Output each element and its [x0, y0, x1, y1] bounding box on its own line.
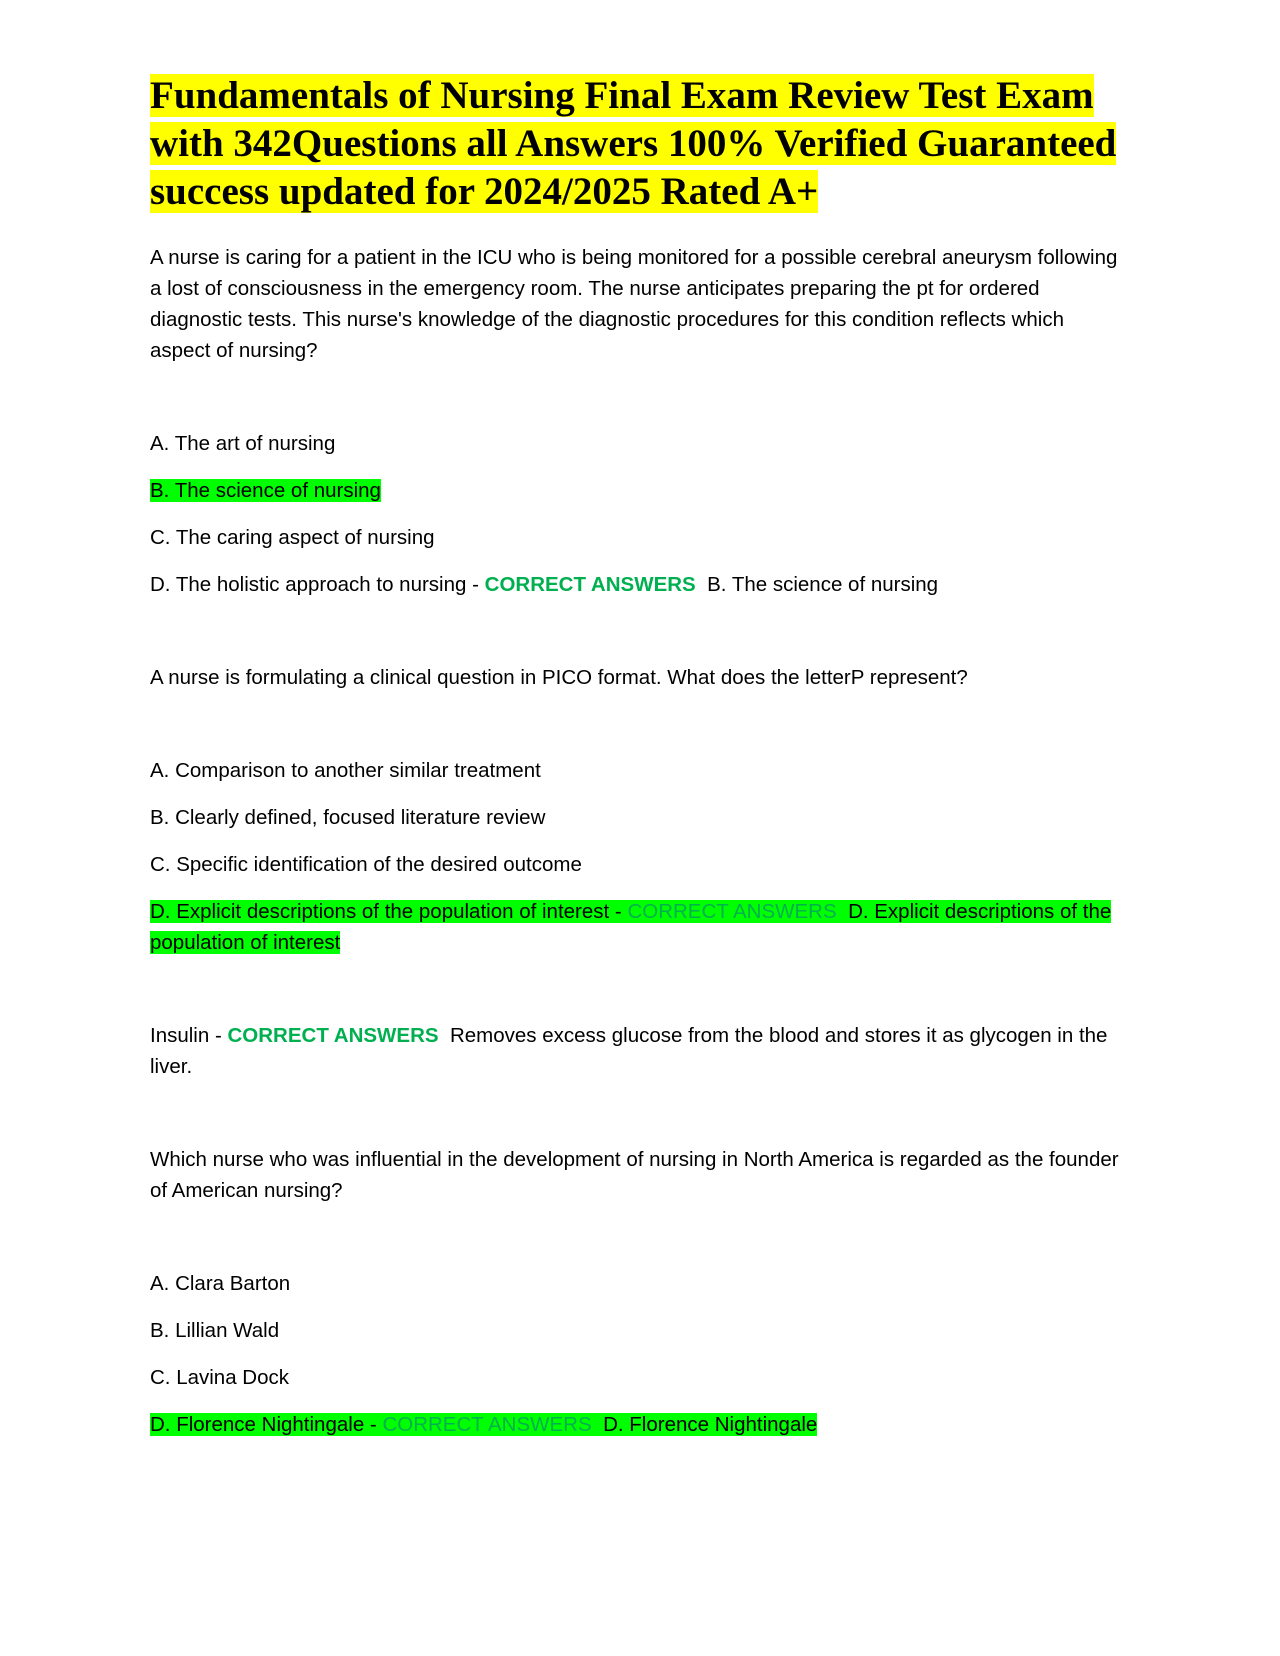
- q2-answer: D. Explicit descriptions of the population of interest: [150, 900, 1112, 954]
- separator: -: [466, 573, 485, 596]
- separator: -: [209, 1024, 228, 1047]
- q2-option-a: A. Comparison to another similar treatment: [150, 759, 541, 782]
- q4-option-c: C. Lavina Dock: [150, 1366, 290, 1389]
- q3-term: Insulin: [150, 1024, 210, 1047]
- q4-option-a: A. Clara Barton: [150, 1272, 291, 1295]
- q4-answer: D. Florence Nightingale: [603, 1413, 818, 1436]
- q4-option-b: B. Lillian Wald: [150, 1319, 280, 1342]
- q1-answer: B. The science of nursing: [707, 573, 939, 596]
- q2-option-d: [150, 896, 1120, 958]
- question-2-text: A nurse is formulating a clinical question in PICO format. What does the letterP represent?: [150, 666, 968, 689]
- correct-answers-label: CORRECT ANSWERS: [382, 1413, 592, 1436]
- q2-option-d-highlight: [150, 900, 1111, 954]
- q2-option-d-text: D. Explicit descriptions of the population of interest: [150, 900, 610, 923]
- document-title: [150, 72, 1120, 216]
- q1-option-b-highlight: B. The science of nursing: [150, 479, 381, 502]
- question-4-text: Which nurse who was influential in the development of nursing in North America is regarded as the founder of American nursing?: [150, 1148, 1119, 1202]
- q4-option-d-highlight: [150, 1413, 817, 1436]
- document-page: [150, 72, 1120, 1456]
- q3-answer: Removes excess glucose from the blood and stores it as glycogen in the liver.: [150, 1024, 1108, 1078]
- q1-option-c: C. The caring aspect of nursing: [150, 526, 435, 549]
- question-1-text: A nurse is caring for a patient in the ICU who is being monitored for a possible cerebral aneurysm following a lost of consciousness in the emergency room. The nurse anticipates preparing the pt for ordered diagnostic tests. This nurse's knowledge of the diagnostic procedures for this condition reflects which aspect of nursing?: [150, 246, 1118, 362]
- q2-option-c: C. Specific identification of the desired outcome: [150, 853, 582, 876]
- q1-option-d: [150, 569, 1120, 600]
- correct-answers-label: CORRECT ANSWERS: [227, 1024, 439, 1047]
- q2-option-b: B. Clearly defined, focused literature review: [150, 806, 546, 829]
- q1-option-b: [150, 475, 1120, 506]
- separator: -: [364, 1413, 383, 1436]
- correct-answers-label: CORRECT ANSWERS: [484, 573, 696, 596]
- question-3-text: [150, 1020, 1120, 1082]
- q1-option-a: A. The art of nursing: [150, 432, 336, 455]
- q1-option-d-text: D. The holistic approach to nursing: [150, 573, 467, 596]
- q4-option-d: [150, 1409, 1120, 1440]
- separator: -: [609, 900, 628, 923]
- q4-option-d-text: D. Florence Nightingale: [150, 1413, 365, 1436]
- title-highlight: Fundamentals of Nursing Final Exam Review Test Exam with 342Questions all Answers 100% Verified Guaranteed success updated for 2024/2025 Rated A+: [150, 74, 1117, 213]
- correct-answers-label: CORRECT ANSWERS: [627, 900, 837, 923]
